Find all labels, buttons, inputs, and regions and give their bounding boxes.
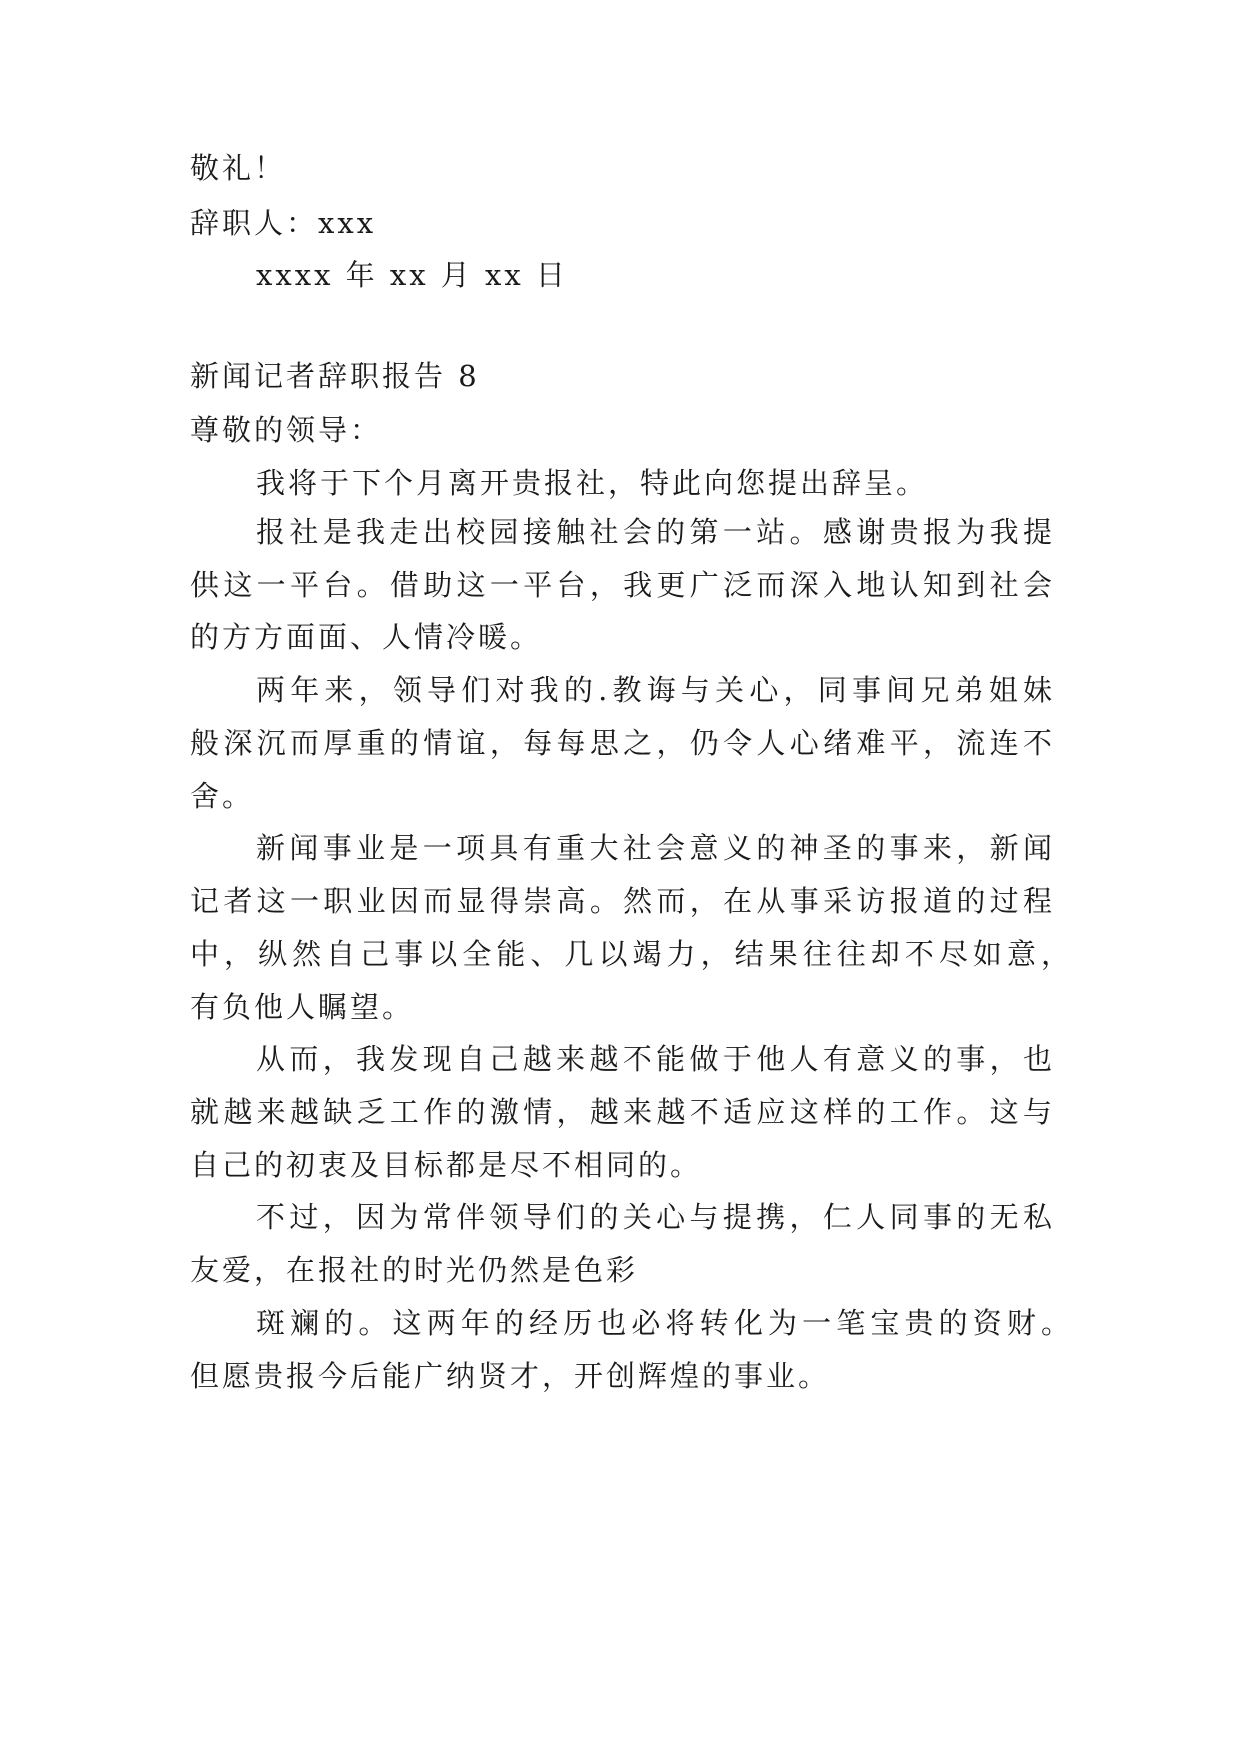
paragraph-line: 般深沉而厚重的情谊，每每思之，仍令人心绪难平，流连不 [190, 726, 1052, 760]
paragraph-line: 斑斓的。这两年的经历也必将转化为一笔宝贵的资财。 [256, 1306, 1070, 1340]
paragraph-line: 自己的初衷及目标都是尽不相同的。 [190, 1148, 703, 1182]
paragraph-line: 两年来，领导们对我的.教诲与关心，同事间兄弟姐妹 [256, 673, 1052, 707]
letter-title: 新闻记者辞职报告 8 [190, 359, 480, 393]
paragraph-line: 报社是我走出校园接触社会的第一站。感谢贵报为我提 [256, 515, 1052, 549]
letter-greeting: 尊敬的领导： [190, 413, 383, 447]
paragraph-line: 我将于下个月离开贵报社，特此向您提出辞呈。 [256, 466, 929, 500]
paragraph-line: 记者这一职业因而显得崇高。然而，在从事采访报道的过程 [190, 884, 1052, 918]
paragraph-line: 但愿贵报今后能广纳贤才，开创辉煌的事业。 [190, 1359, 831, 1393]
paragraph-line: 中，纵然自己事以全能、几以竭力，结果往往却不尽如意， [190, 937, 1070, 971]
paragraph-line: 从而，我发现自己越来越不能做于他人有意义的事，也 [256, 1042, 1052, 1076]
paragraph-line: 的方方面面、人情冷暖。 [190, 620, 543, 654]
paragraph-line: 有负他人瞩望。 [190, 990, 415, 1024]
signer-line: 辞职人：xxx [190, 206, 377, 240]
paragraph-line: 供这一平台。借助这一平台，我更广泛而深入地认知到社会 [190, 568, 1052, 602]
paragraph-line: 就越来越缺乏工作的激情，越来越不适应这样的工作。这与 [190, 1095, 1052, 1129]
date-line: xxxx 年 xx 月 xx 日 [256, 258, 568, 292]
paragraph-line: 舍。 [190, 779, 255, 813]
paragraph-line: 不过，因为常伴领导们的关心与提携，仁人同事的无私 [256, 1200, 1052, 1234]
paragraph-line: 友爱，在报社的时光仍然是色彩 [190, 1253, 639, 1287]
closing-salute: 敬礼！ [190, 151, 287, 185]
paragraph-line: 新闻事业是一项具有重大社会意义的神圣的事来，新闻 [256, 831, 1052, 865]
